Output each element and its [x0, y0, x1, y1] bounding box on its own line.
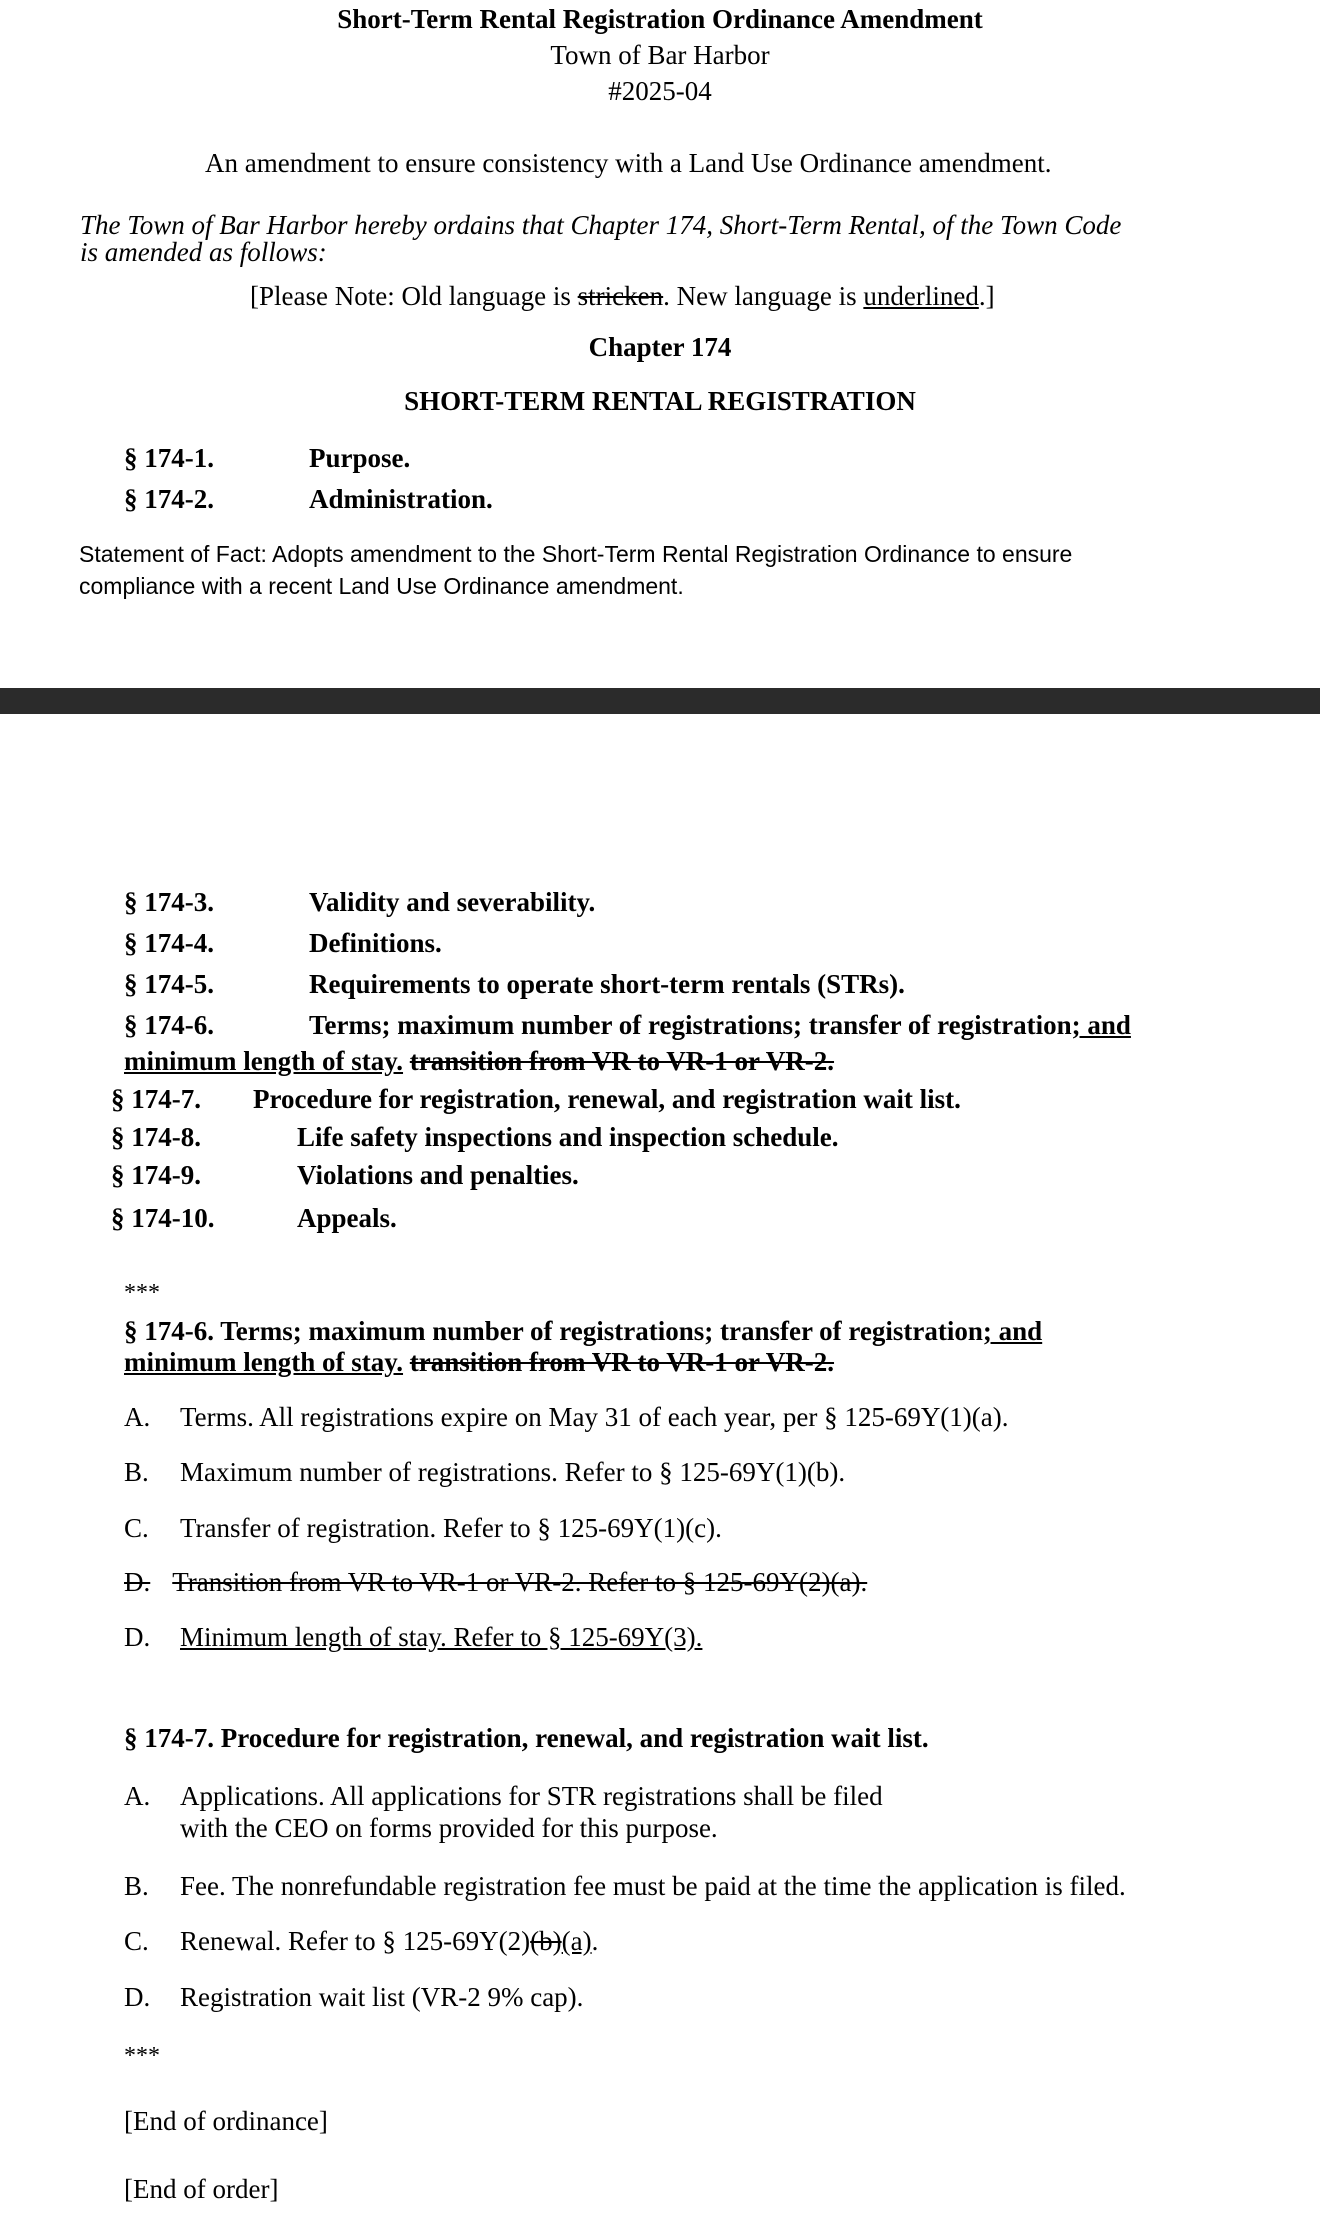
chapter-heading: SHORT-TERM RENTAL REGISTRATION — [404, 386, 916, 416]
toc-title: Definitions. — [309, 928, 442, 958]
item-text: Fee. The nonrefundable registration fee must be paid at the time the application is filed. — [180, 1871, 1126, 1901]
toc-174-6-new-text: ; and — [1071, 1010, 1131, 1040]
item-letter: B. — [124, 1457, 149, 1487]
renewal-new-text: (a) — [561, 1926, 592, 1956]
toc-174-6-old-text: transition from VR to VR-1 or VR-2. — [409, 1046, 835, 1076]
section-174-6-heading-continuation — [124, 1347, 834, 1378]
toc-174-6-continuation — [124, 1046, 834, 1077]
item-letter: C. — [124, 1926, 149, 1956]
toc-num: § 174-4. — [124, 928, 214, 958]
ordinance-number: #2025-04 — [608, 76, 712, 106]
renewal-old-text: (b) — [530, 1926, 562, 1956]
item-text: Maximum number of registrations. Refer to § 125-69Y(1)(b). — [180, 1457, 846, 1487]
renewal-suffix: . — [591, 1926, 599, 1956]
toc-title: Appeals. — [297, 1203, 397, 1233]
ordains-line-2: is amended as follows: — [80, 237, 327, 267]
note-stricken-example: stricken — [577, 281, 664, 311]
struck-item-text: Transition from VR to VR-1 or VR-2. Refer to § 125-69Y(2)(a). — [172, 1567, 868, 1597]
toc-title: Violations and penalties. — [297, 1160, 579, 1190]
note-middle: . New language is — [663, 281, 864, 311]
toc-num: § 174-5. — [124, 969, 214, 999]
item-letter: A. — [124, 1402, 151, 1432]
toc-174-6-new-text-2: minimum length of stay. — [124, 1046, 404, 1076]
end-of-order: [End of order] — [124, 2174, 279, 2204]
item-text: Registration wait list (VR-2 9% cap). — [180, 1982, 584, 2012]
toc-num: § 174-3. — [124, 887, 214, 917]
toc-title: Purpose. — [309, 443, 411, 473]
item-text: Terms. All registrations expire on May 31 of each year, per § 125-69Y(1)(a). — [180, 1402, 1009, 1432]
section-174-6-old-text: transition from VR to VR-1 or VR-2. — [409, 1347, 835, 1377]
toc-num: § 174-10. — [111, 1203, 215, 1233]
toc-title-174-6 — [309, 1010, 1131, 1041]
item-letter: D. — [124, 1982, 151, 2012]
section-174-6-heading — [124, 1316, 1042, 1347]
section-174-7-heading: § 174-7. Procedure for registration, renewal, and registration wait list. — [124, 1723, 929, 1753]
amendment-purpose: An amendment to ensure consistency with a Land Use Ordinance amendment. — [205, 148, 1052, 178]
new-item-text: Minimum length of stay. Refer to § 125-69Y(3). — [180, 1622, 703, 1652]
end-of-ordinance: [End of ordinance] — [124, 2106, 328, 2136]
section-break-asterisks: *** — [124, 1280, 160, 1306]
page-divider — [0, 688, 1320, 714]
toc-title: Validity and severability. — [309, 887, 596, 917]
ordains-line-1: The Town of Bar Harbor hereby ordains that Chapter 174, Short-Term Rental, of the Town Code — [80, 210, 1122, 240]
item-letter: A. — [124, 1781, 151, 1811]
renewal-text: Renewal. Refer to § 125-69Y(2) — [180, 1926, 531, 1956]
document-title: Short-Term Rental Registration Ordinance Amendment — [337, 4, 983, 34]
item-letter: B. — [124, 1871, 149, 1901]
editing-note — [250, 281, 995, 312]
toc-num: § 174-6. — [124, 1010, 214, 1040]
toc-title: Requirements to operate short-term rentals (STRs). — [309, 969, 905, 999]
note-suffix: .] — [978, 281, 995, 311]
section-174-6-heading-text: § 174-6. Terms; maximum number of registrations; transfer of registration — [124, 1316, 983, 1346]
chapter-label: Chapter 174 — [588, 332, 732, 362]
item-letter: D. — [124, 1567, 151, 1597]
toc-num: § 174-9. — [111, 1160, 201, 1190]
toc-num: § 174-1. — [124, 443, 214, 473]
toc-title: Life safety inspections and inspection schedule. — [297, 1122, 839, 1152]
renewal-item — [180, 1926, 598, 1957]
struck-item-row — [124, 1567, 939, 1598]
item-text-line-2: with the CEO on forms provided for this purpose. — [180, 1813, 718, 1843]
item-letter: D. — [124, 1622, 151, 1652]
toc-num: § 174-7. — [111, 1084, 201, 1114]
note-prefix: [Please Note: Old language is — [250, 281, 578, 311]
note-underlined-example: underlined — [863, 281, 979, 311]
toc-title: Administration. — [309, 484, 493, 514]
toc-num: § 174-8. — [111, 1122, 201, 1152]
section-break-asterisks: *** — [124, 2043, 160, 2069]
section-174-6-new-text-2: minimum length of stay. — [124, 1347, 404, 1377]
section-174-6-new-text: ; and — [982, 1316, 1043, 1346]
statement-of-fact-line-2: compliance with a recent Land Use Ordinance amendment. — [79, 573, 684, 599]
toc-174-6-title: Terms; maximum number of registrations; transfer of registration — [309, 1010, 1072, 1040]
town-name: Town of Bar Harbor — [550, 40, 770, 70]
statement-of-fact-line-1: Statement of Fact: Adopts amendment to the Short-Term Rental Registration Ordinance to ensure — [79, 541, 1073, 567]
item-text-line-1: Applications. All applications for STR registrations shall be filed — [180, 1781, 883, 1811]
toc-title: Procedure for registration, renewal, and registration wait list. — [253, 1084, 961, 1114]
item-letter: C. — [124, 1513, 149, 1543]
item-text: Transfer of registration. Refer to § 125-69Y(1)(c). — [180, 1513, 722, 1543]
toc-num: § 174-2. — [124, 484, 214, 514]
